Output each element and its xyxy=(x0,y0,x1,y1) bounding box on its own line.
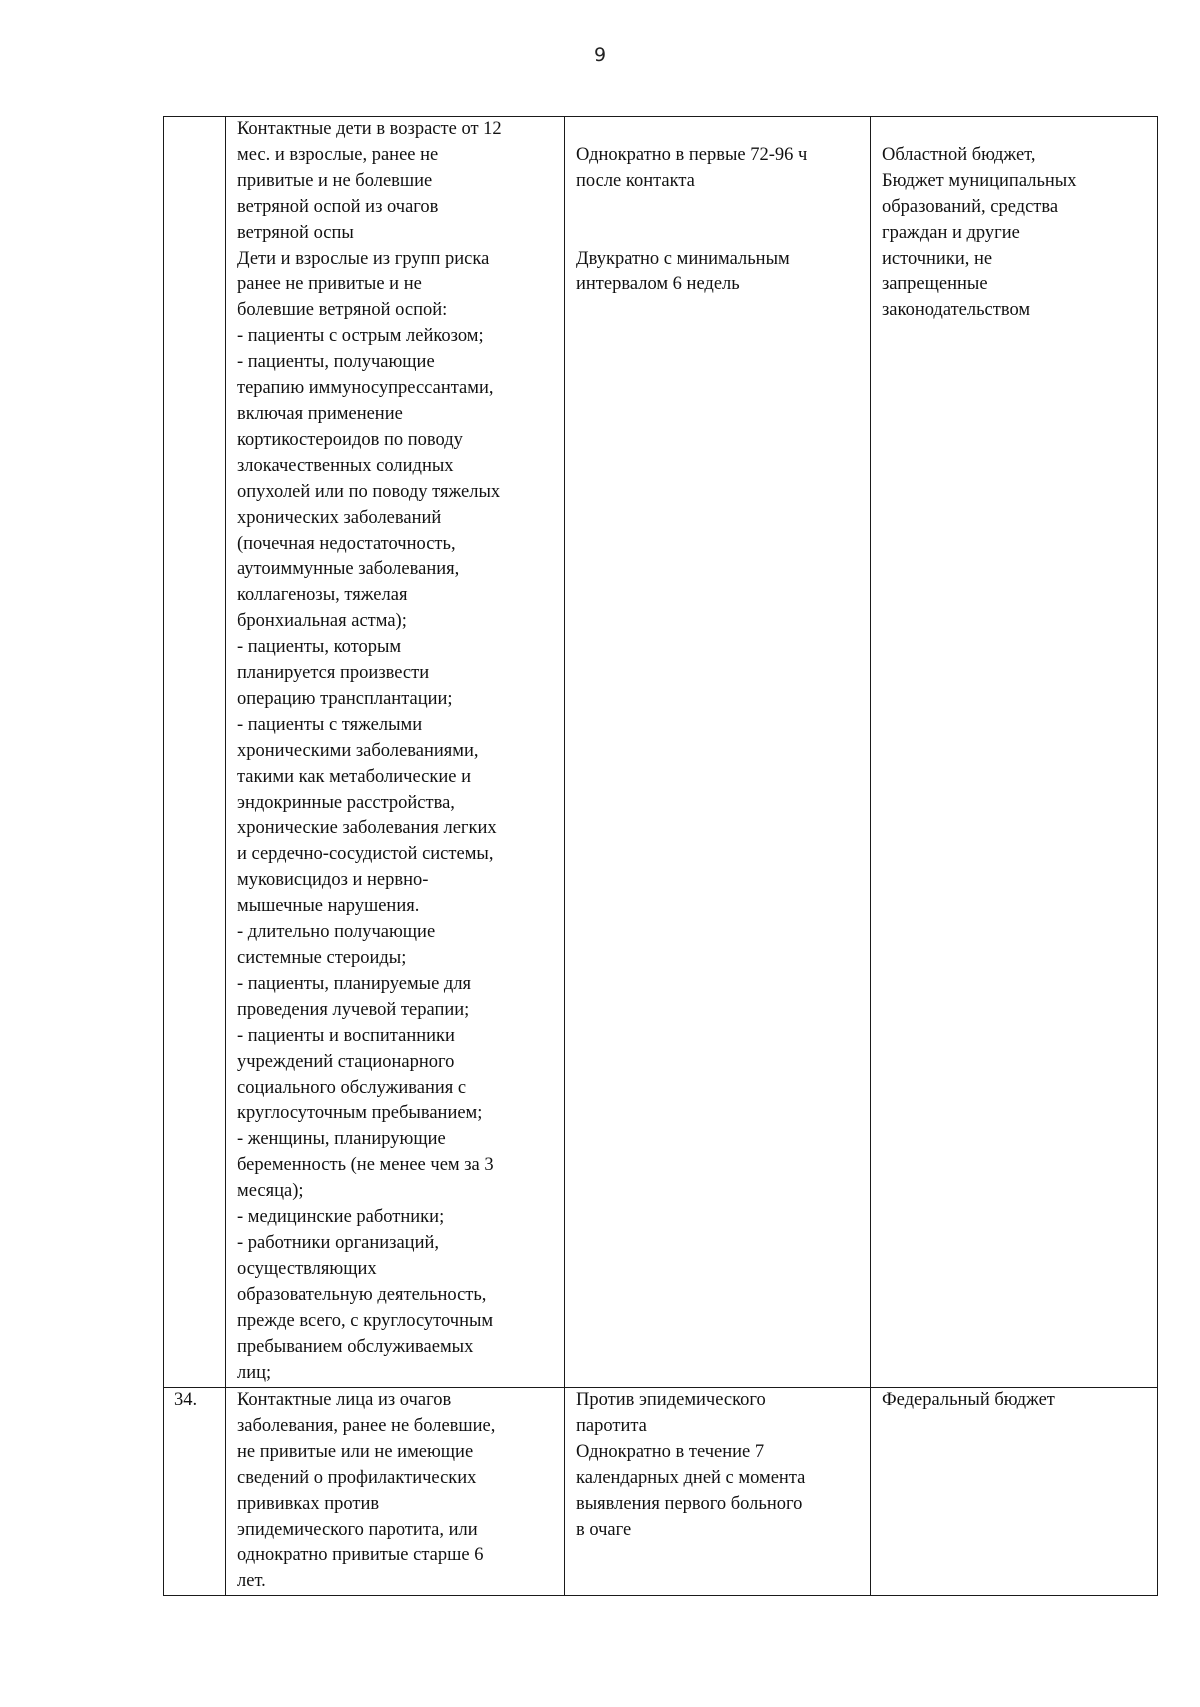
text-line: выявления первого больного xyxy=(576,1493,803,1514)
vaccination-table xyxy=(163,116,1158,1596)
text-line: проведения лучевой терапии; xyxy=(237,999,470,1020)
text-line: болевшие ветряной оспой: xyxy=(237,300,448,321)
text-line: включая применение xyxy=(237,403,403,424)
funding-lines xyxy=(882,1388,1149,1414)
table-row xyxy=(164,1388,1158,1596)
row-number-cell xyxy=(164,1388,226,1596)
schedule-block-2 xyxy=(576,247,862,299)
text-line: коллагенозы, тяжелая xyxy=(237,585,408,606)
text-line: сведений о профилактических xyxy=(237,1467,477,1488)
table-row xyxy=(164,117,1158,1388)
text-line: Контактные дети в возрасте от 12 xyxy=(237,119,502,139)
text-line: муковисцидоз и нервно- xyxy=(237,870,429,891)
text-line: беременность (не менее чем за 3 xyxy=(237,1155,494,1176)
text-line: месяца); xyxy=(237,1181,304,1202)
text-line: привитые и не болевшие xyxy=(237,170,433,191)
text-line: - пациенты с острым лейкозом; xyxy=(237,326,484,347)
text-line: (почечная недостаточность, xyxy=(237,533,456,554)
text-line: лет. xyxy=(237,1571,266,1592)
text-line: круглосуточным пребыванием; xyxy=(237,1103,483,1124)
text-line: не привитые или не имеющие xyxy=(237,1441,474,1462)
text-line: хронических заболеваний xyxy=(237,507,442,528)
text-line: - работники организаций, xyxy=(237,1232,440,1253)
page-number: 9 xyxy=(593,44,607,66)
category-lines xyxy=(237,117,556,1386)
text-line: - пациенты с тяжелыми xyxy=(237,714,423,735)
text-line: хронические заболевания легких xyxy=(237,818,497,839)
text-line: календарных дней с момента xyxy=(576,1467,806,1488)
schedule-block-1 xyxy=(576,143,862,195)
text-line: Федеральный бюджет xyxy=(882,1390,1055,1410)
text-line: - женщины, планирующие xyxy=(237,1129,446,1150)
funding-cell xyxy=(871,117,1158,1388)
category-lines xyxy=(237,1388,556,1595)
text-line: злокачественных солидных xyxy=(237,455,454,476)
text-line: хроническими заболеваниями, xyxy=(237,740,479,761)
text-line: Бюджет муниципальных xyxy=(882,170,1077,191)
row-number-cell xyxy=(164,117,226,1388)
text-line: учреждений стационарного xyxy=(237,1051,455,1072)
text-line: планируется произвести xyxy=(237,663,430,684)
text-line: кортикостероидов по поводу xyxy=(237,429,463,450)
text-line: лиц; xyxy=(237,1362,272,1383)
text-line: эпидемического паротита, или xyxy=(237,1519,478,1540)
text-line: бронхиальная астма); xyxy=(237,611,407,632)
schedule-cell xyxy=(565,117,871,1388)
text-line: мес. и взрослые, ранее не xyxy=(237,144,439,165)
text-line: - пациенты, планируемые для xyxy=(237,973,472,994)
text-line: заболевания, ранее не болевшие, xyxy=(237,1415,496,1436)
text-line: после контакта xyxy=(576,170,695,191)
text-line: паротита xyxy=(576,1415,647,1436)
text-line: - пациенты и воспитанники xyxy=(237,1025,455,1046)
text-line: ветряной оспы xyxy=(237,222,354,243)
schedule-lines xyxy=(576,1388,862,1543)
text-line: - пациенты, получающие xyxy=(237,352,435,373)
text-line: пребыванием обслуживаемых xyxy=(237,1336,474,1357)
text-line: терапию иммуносупрессантами, xyxy=(237,378,494,399)
text-line: ранее не привитые и не xyxy=(237,274,422,295)
text-line: Дети и взрослые из групп риска xyxy=(237,248,490,269)
text-line: социального обслуживания с xyxy=(237,1077,467,1098)
row-number: 34. xyxy=(174,1390,198,1410)
text-line: Областной бюджет, xyxy=(882,144,1036,165)
text-line: операцию трансплантации; xyxy=(237,688,453,709)
funding-lines xyxy=(882,143,1149,324)
text-line: мышечные нарушения. xyxy=(237,896,420,917)
text-line: системные стероиды; xyxy=(237,948,407,968)
text-line: интервалом 6 недель xyxy=(576,274,740,295)
text-line: Двукратно с минимальным xyxy=(576,248,790,269)
text-line: опухолей или по поводу тяжелых xyxy=(237,481,501,502)
text-line: в очаге xyxy=(576,1519,632,1540)
text-line: образований, средства xyxy=(882,196,1059,217)
text-line: Однократно в первые 72-96 ч xyxy=(576,144,808,165)
text-line: прививках против xyxy=(237,1493,380,1514)
text-line: осуществляющих xyxy=(237,1258,377,1279)
text-line: источники, не xyxy=(882,248,993,269)
text-line: Однократно в течение 7 xyxy=(576,1441,765,1462)
category-cell xyxy=(226,117,565,1388)
text-line: Контактные лица из очагов xyxy=(237,1390,452,1410)
category-cell xyxy=(226,1388,565,1596)
text-line: образовательную деятельность, xyxy=(237,1284,487,1305)
text-line: такими как метаболические и xyxy=(237,766,471,787)
text-line: запрещенные xyxy=(882,274,988,295)
funding-cell xyxy=(871,1388,1158,1596)
text-line: и сердечно-сосудистой системы, xyxy=(237,844,494,865)
text-line: Против эпидемического xyxy=(576,1390,766,1410)
text-line: эндокринные расстройства, xyxy=(237,792,455,813)
schedule-cell xyxy=(565,1388,871,1596)
text-line: законодательством xyxy=(882,300,1031,321)
text-line: однократно привитые старше 6 xyxy=(237,1545,484,1566)
text-line: - медицинские работники; xyxy=(237,1207,445,1228)
text-line: аутоиммунные заболевания, xyxy=(237,559,460,580)
text-line: прежде всего, с круглосуточным xyxy=(237,1310,494,1331)
text-line: ветряной оспой из очагов xyxy=(237,196,439,217)
text-line: граждан и другие xyxy=(882,222,1020,243)
text-line: - пациенты, которым xyxy=(237,637,402,658)
text-line: - длительно получающие xyxy=(237,922,436,943)
